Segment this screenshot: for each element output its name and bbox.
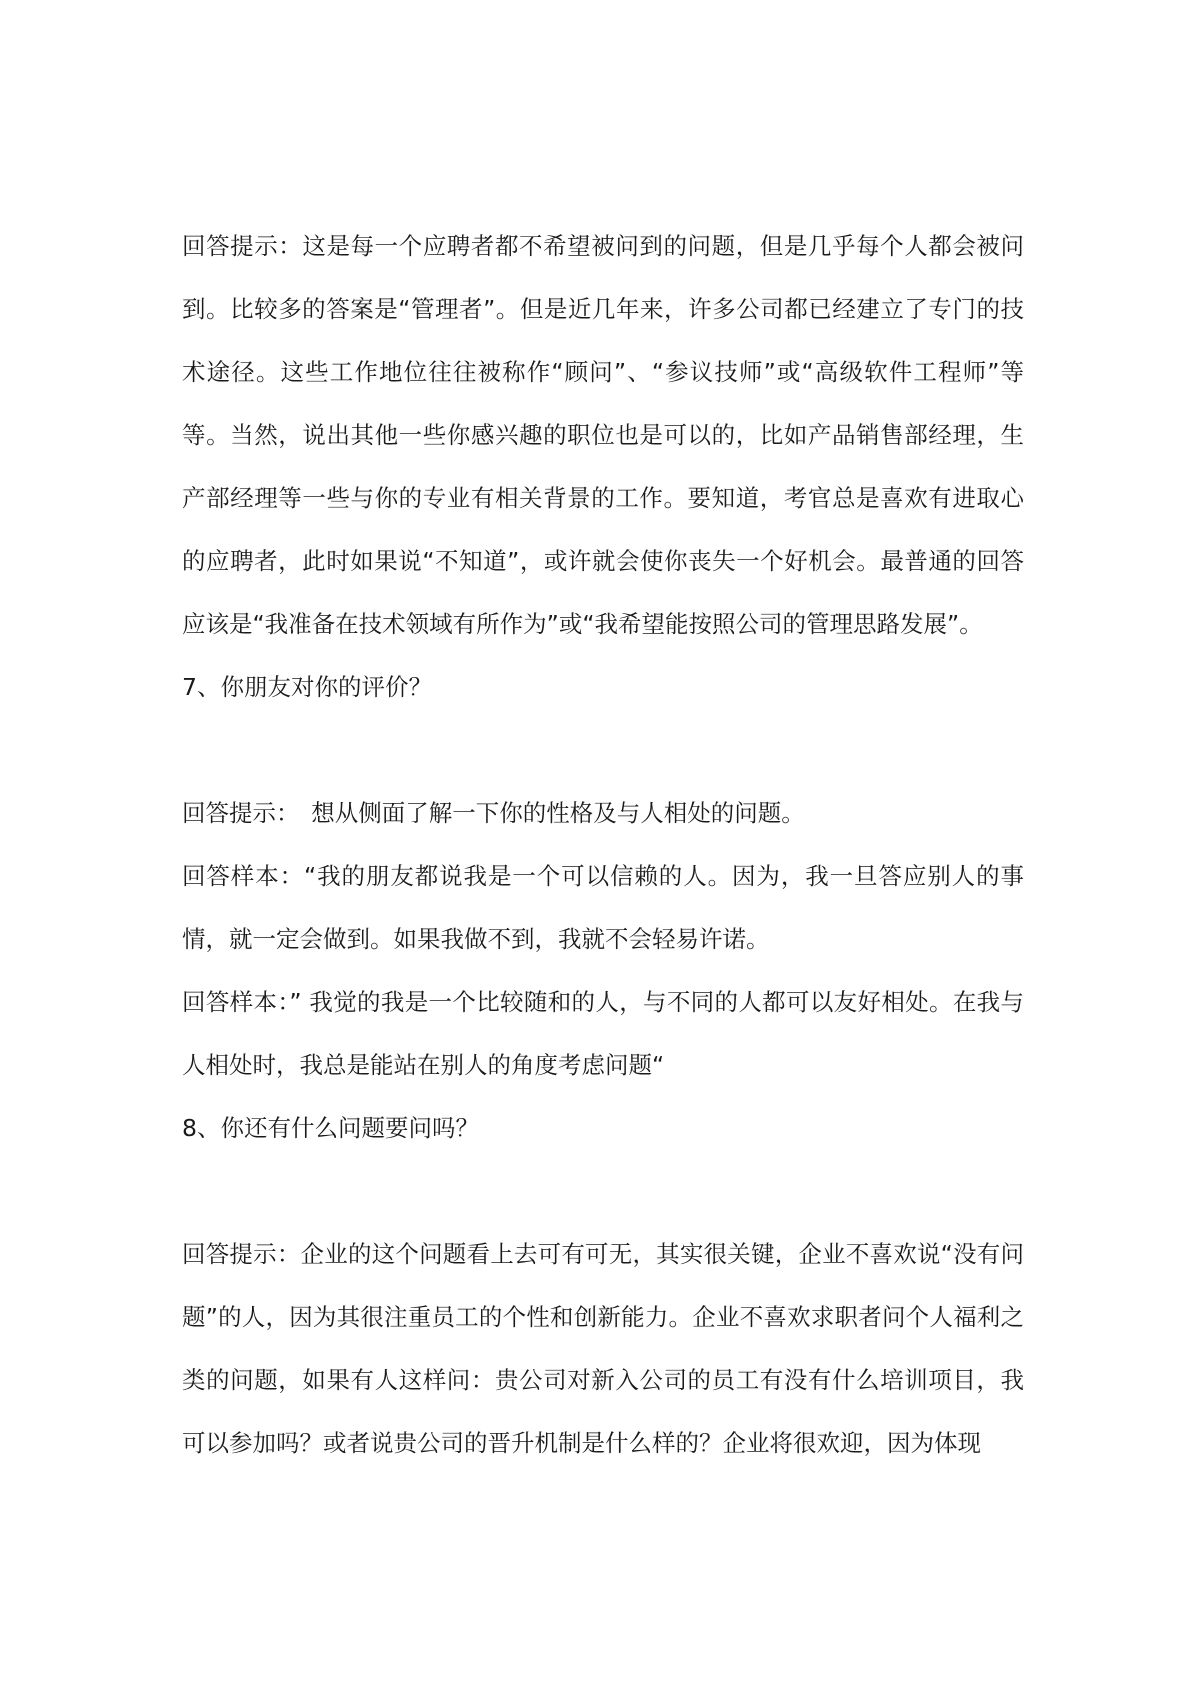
blank-line	[182, 719, 1024, 782]
document-body	[182, 215, 1024, 1475]
q7-question-title: 7、你朋友对你的评价？	[182, 673, 432, 701]
q7-answer-hint: 回答提示： 想从侧面了解一下你的性格及与人相处的问题。	[182, 799, 805, 827]
q8-question-title: 8、你还有什么问题要问吗？	[182, 1114, 479, 1142]
q7-answer-sample-2: 回答样本：” 我觉的我是一个比较随和的人，与不同的人都可以友好相处。在我与人相处时，我总是能站在别人的角度考虑问题“	[182, 988, 1024, 1079]
q8-answer-hint: 回答提示：企业的这个问题看上去可有可无，其实很关键，企业不喜欢说“没有问题”的人，因为其很注重员工的个性和创新能力。企业不喜欢求职者问个人福利之类的问题，如果有人这样问：贵公司对新入公司的员工有没有什么培训项目，我可以参加吗？或者说贵公司的晋升机制是什么样的？企业将很欢迎，因为体现	[182, 1240, 1024, 1457]
blank-line	[182, 1160, 1024, 1223]
q6-answer-hint: 回答提示：这是每一个应聘者都不希望被问到的问题，但是几乎每个人都会被问到。比较多的答案是“管理者”。但是近几年来，许多公司都已经建立了专门的技术途径。这些工作地位往往被称作“顾问”、“参议技师”或“高级软件工程师”等等。当然，说出其他一些你感兴趣的职位也是可以的，比如产品销售部经理，生产部经理等一些与你的专业有相关背景的工作。要知道，考官总是喜欢有进取心的应聘者，此时如果说“不知道”，或许就会使你丧失一个好机会。最普通的回答应该是“我准备在技术领域有所作为”或“我希望能按照公司的管理思路发展”。	[182, 232, 1024, 638]
q7-answer-sample-1: 回答样本：“我的朋友都说我是一个可以信赖的人。因为，我一旦答应别人的事情，就一定会做到。如果我做不到，我就不会轻易许诺。	[182, 862, 1024, 953]
